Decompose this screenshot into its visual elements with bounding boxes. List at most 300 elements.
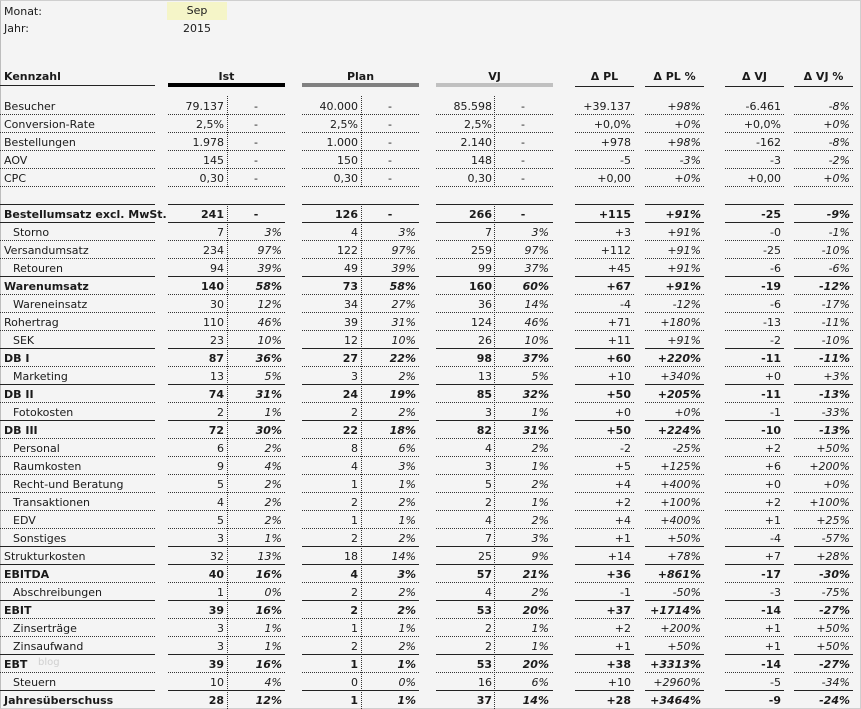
cell-plan-p[interactable]: 2% xyxy=(398,532,416,545)
cell-ist-p[interactable]: 16% xyxy=(255,604,282,617)
cell-vj-p[interactable]: 1% xyxy=(531,622,549,635)
cell-vj-p[interactable]: 32% xyxy=(522,388,549,401)
cell-vj-p[interactable]: 1% xyxy=(531,460,549,473)
cell-dvj[interactable]: -14 xyxy=(761,658,781,671)
cell-plan[interactable]: 150 xyxy=(337,154,358,167)
cell-plan-p[interactable]: 19% xyxy=(389,388,416,401)
cell-vj-p[interactable]: - xyxy=(521,154,525,167)
cell-plan-p[interactable]: 2% xyxy=(398,406,416,419)
cell-plan-p[interactable]: 2% xyxy=(398,370,416,383)
cell-plan-p[interactable]: 2% xyxy=(398,586,416,599)
cell-dvj[interactable]: -9 xyxy=(768,694,781,707)
cell-ist-p[interactable]: 36% xyxy=(255,352,282,365)
cell-vj-p[interactable]: 21% xyxy=(522,568,549,581)
cell-dpl[interactable]: +39.137 xyxy=(583,100,631,113)
cell-vj-p[interactable]: - xyxy=(521,100,525,113)
cell-vj[interactable]: 16 xyxy=(478,676,492,689)
cell-vj-p[interactable]: 20% xyxy=(522,604,549,617)
cell-dplp[interactable]: +220% xyxy=(657,352,701,365)
cell-ist-p[interactable]: 1% xyxy=(264,640,282,653)
cell-ist-p[interactable]: 1% xyxy=(264,406,282,419)
cell-ist-p[interactable]: 3% xyxy=(264,226,282,239)
cell-vj-p[interactable]: 2% xyxy=(531,514,549,527)
cell-dpl[interactable]: +45 xyxy=(607,262,631,275)
cell-vj-p[interactable]: - xyxy=(521,136,525,149)
cell-vj[interactable]: 26 xyxy=(478,334,492,347)
cell-ist-p[interactable]: - xyxy=(253,208,259,221)
cell-plan[interactable]: 24 xyxy=(342,388,358,401)
cell-dplp[interactable]: +861% xyxy=(657,568,701,581)
cell-plan-p[interactable]: - xyxy=(388,154,392,167)
cell-ist-p[interactable]: 1% xyxy=(264,532,282,545)
cell-dvjp[interactable]: +25% xyxy=(816,514,850,527)
cell-ist[interactable]: 1 xyxy=(217,586,224,599)
cell-vj[interactable]: 4 xyxy=(485,586,492,599)
cell-plan-p[interactable]: 22% xyxy=(389,352,416,365)
cell-plan-p[interactable]: - xyxy=(387,208,393,221)
cell-dvj[interactable]: -3 xyxy=(770,586,781,599)
cell-dpl[interactable]: -2 xyxy=(620,442,631,455)
cell-ist-p[interactable]: - xyxy=(254,172,258,185)
cell-dplp[interactable]: +2960% xyxy=(653,676,701,689)
cell-plan[interactable]: 2 xyxy=(351,586,358,599)
cell-ist-p[interactable]: 2% xyxy=(264,442,282,455)
cell-vj[interactable]: 266 xyxy=(469,208,492,221)
cell-plan[interactable]: 8 xyxy=(351,442,358,455)
cell-dpl[interactable]: +60 xyxy=(606,352,631,365)
cell-vj-p[interactable]: 97% xyxy=(524,244,549,257)
cell-ist[interactable]: 0,30 xyxy=(199,172,224,185)
cell-plan[interactable]: 49 xyxy=(344,262,358,275)
cell-ist[interactable]: 87 xyxy=(208,352,224,365)
cell-vj[interactable]: 99 xyxy=(478,262,492,275)
cell-dpl[interactable]: -5 xyxy=(620,154,631,167)
cell-vj[interactable]: 7 xyxy=(485,226,492,239)
cell-plan-p[interactable]: - xyxy=(388,172,392,185)
cell-dvjp[interactable]: +50% xyxy=(816,640,850,653)
cell-ist[interactable]: 5 xyxy=(217,514,224,527)
cell-plan-p[interactable]: 3% xyxy=(398,226,416,239)
cell-dvjp[interactable]: +0% xyxy=(823,478,850,491)
cell-ist[interactable]: 140 xyxy=(201,280,224,293)
cell-plan-p[interactable]: 14% xyxy=(391,550,416,563)
cell-ist[interactable]: 23 xyxy=(210,334,224,347)
cell-dvjp[interactable]: -8% xyxy=(828,100,850,113)
cell-plan-p[interactable]: 2% xyxy=(398,496,416,509)
cell-dvj[interactable]: -25 xyxy=(761,208,781,221)
cell-plan-p[interactable]: 3% xyxy=(397,568,416,581)
cell-dvjp[interactable]: -1% xyxy=(828,226,850,239)
cell-plan[interactable]: 4 xyxy=(351,460,358,473)
cell-ist-p[interactable]: 39% xyxy=(257,262,282,275)
cell-vj[interactable]: 259 xyxy=(471,244,492,257)
cell-dvjp[interactable]: +28% xyxy=(816,550,850,563)
cell-dvj[interactable]: -25 xyxy=(763,244,781,257)
cell-plan-p[interactable]: 6% xyxy=(398,442,416,455)
cell-vj[interactable]: 53 xyxy=(476,658,492,671)
cell-dvj[interactable]: -2 xyxy=(770,334,781,347)
cell-plan-p[interactable]: 1% xyxy=(397,694,416,707)
cell-dvjp[interactable]: +0% xyxy=(823,172,850,185)
cell-dplp[interactable]: +200% xyxy=(660,622,701,635)
cell-ist-p[interactable]: 4% xyxy=(264,460,282,473)
cell-plan[interactable]: 0,30 xyxy=(333,172,358,185)
cell-ist-p[interactable]: 0% xyxy=(264,586,282,599)
cell-plan[interactable]: 39 xyxy=(344,316,358,329)
cell-dpl[interactable]: +11 xyxy=(607,334,631,347)
cell-plan-p[interactable]: 27% xyxy=(391,298,416,311)
cell-dplp[interactable]: +78% xyxy=(667,550,701,563)
cell-vj-p[interactable]: 3% xyxy=(531,532,549,545)
cell-dvjp[interactable]: +100% xyxy=(809,496,850,509)
cell-plan-p[interactable]: 31% xyxy=(391,316,416,329)
cell-plan[interactable]: 22 xyxy=(342,424,358,437)
cell-dvjp[interactable]: -30% xyxy=(819,568,850,581)
cell-dpl[interactable]: +1 xyxy=(614,640,631,653)
cell-dvj[interactable]: +0,0% xyxy=(743,118,781,131)
cell-vj[interactable]: 5 xyxy=(485,478,492,491)
cell-vj[interactable]: 98 xyxy=(476,352,492,365)
cell-dplp[interactable]: +91% xyxy=(667,226,701,239)
cell-dpl[interactable]: +10 xyxy=(607,370,631,383)
cell-dpl[interactable]: +50 xyxy=(606,424,631,437)
cell-dvj[interactable]: +7 xyxy=(764,550,781,563)
cell-dplp[interactable]: +91% xyxy=(665,208,701,221)
cell-dplp[interactable]: +0% xyxy=(674,118,701,131)
cell-vj-p[interactable]: 3% xyxy=(531,226,549,239)
cell-ist-p[interactable]: 30% xyxy=(255,424,282,437)
cell-vj[interactable]: 4 xyxy=(485,514,492,527)
cell-vj[interactable]: 3 xyxy=(485,406,492,419)
cell-dvjp[interactable]: -6% xyxy=(828,262,850,275)
cell-ist[interactable]: 40 xyxy=(208,568,224,581)
cell-dpl[interactable]: +38 xyxy=(606,658,631,671)
cell-vj[interactable]: 2 xyxy=(485,622,492,635)
cell-ist-p[interactable]: - xyxy=(254,118,258,131)
cell-vj-p[interactable]: 6% xyxy=(531,676,549,689)
cell-plan[interactable]: 1 xyxy=(351,514,358,527)
cell-ist[interactable]: 74 xyxy=(208,388,224,401)
cell-ist[interactable]: 94 xyxy=(210,262,224,275)
cell-dpl[interactable]: +4 xyxy=(614,514,631,527)
cell-dpl[interactable]: +10 xyxy=(607,676,631,689)
cell-dplp[interactable]: +100% xyxy=(660,496,701,509)
cell-dvjp[interactable]: -11% xyxy=(819,352,850,365)
cell-ist-p[interactable]: 31% xyxy=(255,388,282,401)
cell-ist[interactable]: 7 xyxy=(217,226,224,239)
cell-plan-p[interactable]: 97% xyxy=(391,244,416,257)
cell-dpl[interactable]: +37 xyxy=(606,604,631,617)
cell-dplp[interactable]: +125% xyxy=(660,460,701,473)
cell-dpl[interactable]: +112 xyxy=(600,244,631,257)
cell-dvj[interactable]: +0 xyxy=(764,478,781,491)
cell-dpl[interactable]: +0 xyxy=(614,406,631,419)
cell-plan[interactable]: 4 xyxy=(350,568,358,581)
month-select[interactable]: Sep xyxy=(167,2,227,20)
cell-plan[interactable]: 122 xyxy=(337,244,358,257)
cell-plan-p[interactable]: 39% xyxy=(391,262,416,275)
cell-vj-p[interactable]: 1% xyxy=(531,406,549,419)
cell-ist-p[interactable]: 13% xyxy=(257,550,282,563)
cell-ist[interactable]: 110 xyxy=(203,316,224,329)
cell-plan-p[interactable]: - xyxy=(388,136,392,149)
cell-dplp[interactable]: +91% xyxy=(667,244,701,257)
cell-vj-p[interactable]: - xyxy=(521,118,525,131)
cell-ist[interactable]: 5 xyxy=(217,478,224,491)
cell-ist[interactable]: 3 xyxy=(217,640,224,653)
cell-ist[interactable]: 2,5% xyxy=(196,118,224,131)
cell-ist[interactable]: 3 xyxy=(217,622,224,635)
cell-ist-p[interactable]: 10% xyxy=(257,334,282,347)
cell-vj-p[interactable]: 37% xyxy=(522,352,549,365)
cell-vj-p[interactable]: 2% xyxy=(531,586,549,599)
cell-ist[interactable]: 2 xyxy=(217,406,224,419)
cell-dplp[interactable]: +50% xyxy=(667,532,701,545)
cell-vj-p[interactable]: 20% xyxy=(522,658,549,671)
cell-plan[interactable]: 4 xyxy=(351,226,358,239)
cell-dvj[interactable]: +2 xyxy=(764,442,781,455)
cell-vj-p[interactable]: 9% xyxy=(531,550,549,563)
cell-dvj[interactable]: -11 xyxy=(761,388,781,401)
cell-dvjp[interactable]: +50% xyxy=(816,442,850,455)
cell-ist-p[interactable]: - xyxy=(254,100,258,113)
cell-ist-p[interactable]: - xyxy=(254,136,258,149)
cell-dvj[interactable]: -6 xyxy=(770,262,781,275)
cell-plan[interactable]: 2 xyxy=(351,640,358,653)
cell-plan-p[interactable]: 1% xyxy=(398,514,416,527)
cell-plan-p[interactable]: 10% xyxy=(391,334,416,347)
cell-dplp[interactable]: +205% xyxy=(657,388,701,401)
cell-dplp[interactable]: +98% xyxy=(667,136,701,149)
cell-vj[interactable]: 148 xyxy=(471,154,492,167)
cell-ist[interactable]: 234 xyxy=(203,244,224,257)
cell-ist-p[interactable]: 2% xyxy=(264,514,282,527)
cell-plan-p[interactable]: 18% xyxy=(389,424,416,437)
cell-ist-p[interactable]: 2% xyxy=(264,496,282,509)
cell-ist[interactable]: 30 xyxy=(210,298,224,311)
cell-dvj[interactable]: +6 xyxy=(764,460,781,473)
cell-ist[interactable]: 39 xyxy=(208,658,224,671)
cell-ist[interactable]: 241 xyxy=(201,208,224,221)
cell-ist-p[interactable]: 97% xyxy=(257,244,282,257)
cell-ist[interactable]: 1.978 xyxy=(192,136,224,149)
cell-dvj[interactable]: -162 xyxy=(756,136,781,149)
cell-dvjp[interactable]: -33% xyxy=(821,406,850,419)
cell-plan[interactable]: 12 xyxy=(344,334,358,347)
cell-dpl[interactable]: +4 xyxy=(614,478,631,491)
cell-dvjp[interactable]: +50% xyxy=(816,622,850,635)
cell-dvjp[interactable]: -24% xyxy=(819,694,850,707)
cell-vj[interactable]: 0,30 xyxy=(467,172,492,185)
cell-dvjp[interactable]: -13% xyxy=(819,424,850,437)
cell-dplp[interactable]: +98% xyxy=(667,100,701,113)
cell-ist[interactable]: 10 xyxy=(210,676,224,689)
cell-dplp[interactable]: -25% xyxy=(672,442,701,455)
cell-plan[interactable]: 73 xyxy=(342,280,358,293)
cell-dpl[interactable]: +978 xyxy=(600,136,631,149)
cell-dvj[interactable]: -17 xyxy=(761,568,781,581)
cell-ist[interactable]: 79.137 xyxy=(185,100,224,113)
cell-dplp[interactable]: +224% xyxy=(657,424,701,437)
cell-dvj[interactable]: -0 xyxy=(770,226,781,239)
cell-dvj[interactable]: +2 xyxy=(764,496,781,509)
cell-dvj[interactable]: -11 xyxy=(761,352,781,365)
cell-dvj[interactable]: -13 xyxy=(763,316,781,329)
cell-dpl[interactable]: -4 xyxy=(620,298,631,311)
cell-dvjp[interactable]: +3% xyxy=(823,370,850,383)
cell-dpl[interactable]: +0,00 xyxy=(597,172,631,185)
cell-dvj[interactable]: -14 xyxy=(761,604,781,617)
cell-ist-p[interactable]: 2% xyxy=(264,478,282,491)
cell-vj-p[interactable]: 1% xyxy=(531,496,549,509)
cell-dplp[interactable]: +400% xyxy=(660,478,701,491)
cell-plan-p[interactable]: 2% xyxy=(397,604,416,617)
cell-dplp[interactable]: +3313% xyxy=(650,658,701,671)
cell-ist-p[interactable]: 16% xyxy=(255,568,282,581)
cell-ist-p[interactable]: 5% xyxy=(264,370,282,383)
cell-vj[interactable]: 57 xyxy=(476,568,492,581)
cell-ist-p[interactable]: 12% xyxy=(255,694,282,707)
cell-dvjp[interactable]: -13% xyxy=(819,388,850,401)
cell-dvjp[interactable]: -27% xyxy=(819,604,850,617)
cell-dplp[interactable]: +91% xyxy=(667,334,701,347)
cell-plan[interactable]: 2 xyxy=(351,532,358,545)
cell-plan-p[interactable]: 3% xyxy=(398,460,416,473)
cell-plan-p[interactable]: 1% xyxy=(398,622,416,635)
cell-dvj[interactable]: +1 xyxy=(764,514,781,527)
cell-dpl[interactable]: +67 xyxy=(606,280,631,293)
cell-dplp[interactable]: +340% xyxy=(660,370,701,383)
cell-dvjp[interactable]: -12% xyxy=(819,280,850,293)
cell-ist-p[interactable]: 16% xyxy=(255,658,282,671)
cell-dvjp[interactable]: -9% xyxy=(826,208,850,221)
cell-dplp[interactable]: +180% xyxy=(660,316,701,329)
cell-vj-p[interactable]: 5% xyxy=(531,370,549,383)
cell-ist[interactable]: 145 xyxy=(203,154,224,167)
cell-vj[interactable]: 2 xyxy=(485,496,492,509)
cell-vj-p[interactable]: 60% xyxy=(522,280,549,293)
cell-dplp[interactable]: +50% xyxy=(667,640,701,653)
cell-dvjp[interactable]: -8% xyxy=(828,136,850,149)
cell-plan[interactable]: 1 xyxy=(351,622,358,635)
cell-dpl[interactable]: -1 xyxy=(620,586,631,599)
cell-plan[interactable]: 1 xyxy=(351,478,358,491)
cell-vj[interactable]: 25 xyxy=(478,550,492,563)
cell-dpl[interactable]: +36 xyxy=(606,568,631,581)
cell-dplp[interactable]: +1714% xyxy=(650,604,701,617)
cell-vj[interactable]: 2.140 xyxy=(460,136,492,149)
cell-plan[interactable]: 2,5% xyxy=(330,118,358,131)
cell-dvj[interactable]: -6 xyxy=(770,298,781,311)
cell-dvjp[interactable]: -11% xyxy=(821,316,850,329)
cell-dvj[interactable]: +1 xyxy=(764,640,781,653)
cell-plan[interactable]: 1 xyxy=(350,694,358,707)
cell-dvj[interactable]: -5 xyxy=(770,676,781,689)
cell-dpl[interactable]: +50 xyxy=(606,388,631,401)
cell-dpl[interactable]: +0,0% xyxy=(593,118,631,131)
cell-vj-p[interactable]: 2% xyxy=(531,442,549,455)
cell-dpl[interactable]: +71 xyxy=(607,316,631,329)
cell-vj[interactable]: 82 xyxy=(476,424,492,437)
cell-plan-p[interactable]: 0% xyxy=(398,676,416,689)
cell-ist-p[interactable]: 46% xyxy=(257,316,282,329)
cell-dplp[interactable]: +0% xyxy=(674,172,701,185)
cell-vj-p[interactable]: 2% xyxy=(531,478,549,491)
cell-dvj[interactable]: +1 xyxy=(764,622,781,635)
cell-dplp[interactable]: +91% xyxy=(667,262,701,275)
cell-dpl[interactable]: +2 xyxy=(614,496,631,509)
cell-ist-p[interactable]: 58% xyxy=(255,280,282,293)
cell-ist-p[interactable]: - xyxy=(254,154,258,167)
cell-plan-p[interactable]: 58% xyxy=(389,280,416,293)
cell-vj-p[interactable]: - xyxy=(521,172,525,185)
cell-ist[interactable]: 3 xyxy=(217,532,224,545)
cell-ist[interactable]: 9 xyxy=(217,460,224,473)
cell-vj-p[interactable]: 46% xyxy=(524,316,549,329)
cell-dpl[interactable]: +5 xyxy=(614,460,631,473)
cell-dvjp[interactable]: -10% xyxy=(821,244,850,257)
cell-plan[interactable]: 2 xyxy=(351,406,358,419)
cell-plan[interactable]: 1.000 xyxy=(326,136,358,149)
cell-ist-p[interactable]: 12% xyxy=(257,298,282,311)
cell-vj[interactable]: 124 xyxy=(471,316,492,329)
cell-vj[interactable]: 37 xyxy=(476,694,492,707)
cell-dplp[interactable]: -12% xyxy=(672,298,701,311)
cell-vj[interactable]: 53 xyxy=(476,604,492,617)
cell-vj[interactable]: 2,5% xyxy=(464,118,492,131)
cell-dplp[interactable]: +0% xyxy=(674,406,701,419)
cell-dvj[interactable]: -3 xyxy=(770,154,781,167)
cell-vj[interactable]: 3 xyxy=(485,460,492,473)
cell-vj-p[interactable]: 14% xyxy=(524,298,549,311)
cell-ist[interactable]: 6 xyxy=(217,442,224,455)
cell-ist[interactable]: 28 xyxy=(208,694,224,707)
cell-dvj[interactable]: -4 xyxy=(770,532,781,545)
cell-ist[interactable]: 39 xyxy=(208,604,224,617)
cell-dvjp[interactable]: -2% xyxy=(828,154,850,167)
cell-plan-p[interactable]: 2% xyxy=(398,640,416,653)
cell-plan-p[interactable]: - xyxy=(388,100,392,113)
cell-dvjp[interactable]: +200% xyxy=(809,460,850,473)
cell-vj[interactable]: 85.598 xyxy=(453,100,492,113)
year-value[interactable]: 2015 xyxy=(183,22,211,35)
cell-dplp[interactable]: +400% xyxy=(660,514,701,527)
cell-plan-p[interactable]: 1% xyxy=(397,658,416,671)
cell-ist[interactable]: 13 xyxy=(210,370,224,383)
cell-vj[interactable]: 36 xyxy=(478,298,492,311)
cell-vj-p[interactable]: - xyxy=(520,208,526,221)
cell-plan[interactable]: 0 xyxy=(351,676,358,689)
cell-dplp[interactable]: +91% xyxy=(665,280,701,293)
cell-dvj[interactable]: -6.461 xyxy=(745,100,781,113)
cell-dpl[interactable]: +1 xyxy=(614,532,631,545)
cell-dvjp[interactable]: -75% xyxy=(821,586,850,599)
cell-dvj[interactable]: -19 xyxy=(761,280,781,293)
cell-dpl[interactable]: +28 xyxy=(606,694,631,707)
cell-plan[interactable]: 2 xyxy=(350,604,358,617)
cell-vj[interactable]: 2 xyxy=(485,640,492,653)
cell-dvj[interactable]: +0 xyxy=(764,370,781,383)
cell-ist-p[interactable]: 4% xyxy=(264,676,282,689)
cell-dvjp[interactable]: -34% xyxy=(821,676,850,689)
cell-vj-p[interactable]: 31% xyxy=(522,424,549,437)
cell-plan[interactable]: 18 xyxy=(344,550,358,563)
cell-dplp[interactable]: +3464% xyxy=(650,694,701,707)
cell-dvjp[interactable]: -17% xyxy=(821,298,850,311)
cell-ist-p[interactable]: 1% xyxy=(264,622,282,635)
cell-vj[interactable]: 85 xyxy=(476,388,492,401)
cell-vj-p[interactable]: 10% xyxy=(524,334,549,347)
